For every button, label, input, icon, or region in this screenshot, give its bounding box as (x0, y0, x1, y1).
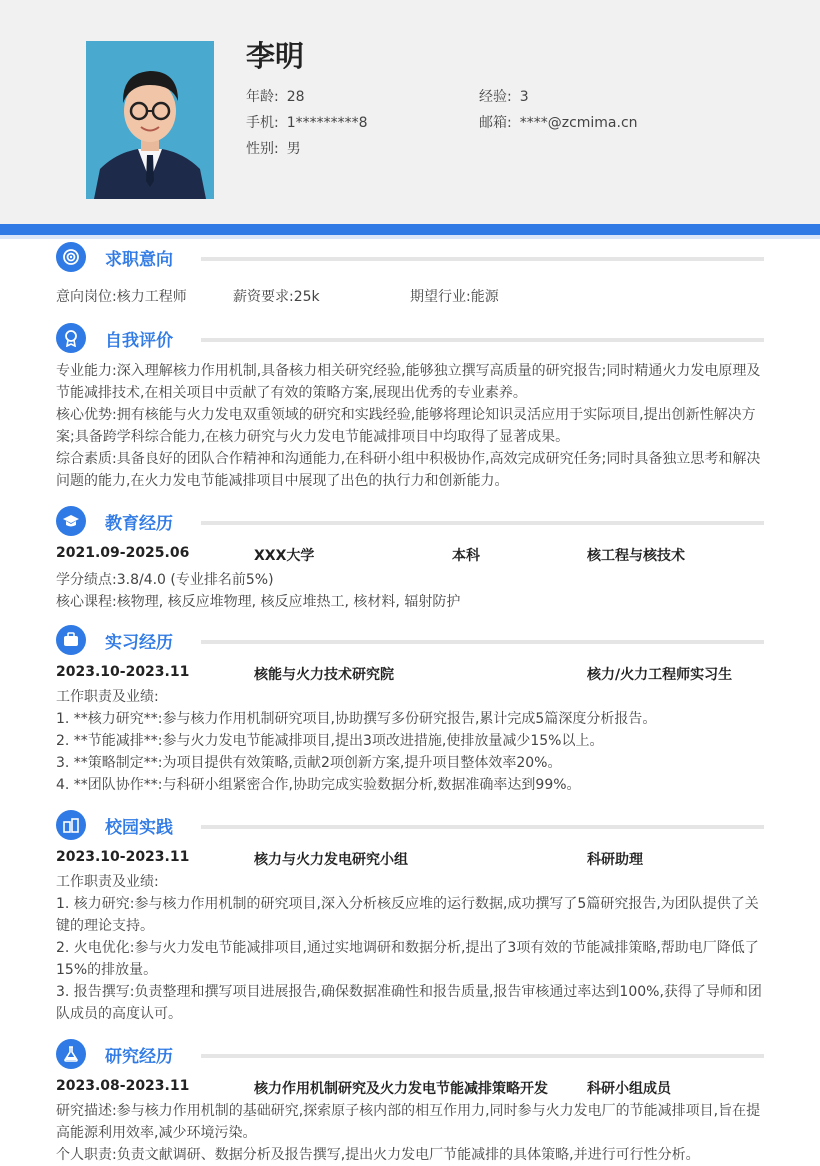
section-title: 自我评价 (105, 331, 173, 351)
education-period: 2021.09-2025.06 (56, 545, 190, 561)
section-title: 求职意向 (105, 250, 173, 270)
email-label: 邮箱: (479, 115, 512, 131)
intent-industry: 期望行业:能源 (410, 289, 499, 305)
campus-line: 1. 核力研究:参与核力作用机制的研究项目,深入分析核反应堆的运行数据,成功撰写了5篇研究报告,为团队提供了关键的理论支持。 (56, 896, 759, 934)
section-header-intent (56, 242, 764, 274)
email-field (479, 112, 638, 132)
age-label: 年龄: (246, 89, 279, 105)
target-icon (56, 242, 86, 272)
education-major: 核工程与核技术 (587, 548, 685, 564)
gender-value: 男 (286, 141, 301, 157)
research-body (56, 1100, 766, 1166)
section-rule (201, 640, 764, 644)
experience-field (479, 86, 529, 106)
campus-line: 工作职责及业绩: (56, 874, 159, 890)
internship-line: 1. **核力研究**:参与核力作用机制研究项目,协助撰写多份研究报告,累计完成5篇深度分析报告。 (56, 711, 657, 727)
education-gpa: 学分绩点:3.8/4.0 (专业排名前5%) (56, 572, 274, 588)
research-project: 核力作用机制研究及火力发电节能减排策略开发 (254, 1081, 548, 1097)
internship-role: 核力/火力工程师实习生 (587, 667, 733, 683)
internship-line: 工作职责及业绩: (56, 689, 159, 705)
intent-salary: 薪资要求:25k (233, 289, 320, 305)
section-rule (201, 338, 764, 342)
resume-header (0, 0, 820, 224)
campus-line: 3. 报告撰写:负责整理和撰写项目进展报告,确保数据准确性和报告质量,报告审核通过率达到100%,获得了导师和团队成员的高度认可。 (56, 984, 762, 1022)
research-period: 2023.08-2023.11 (56, 1078, 190, 1094)
graduation-cap-icon (56, 506, 86, 536)
internship-body (56, 686, 766, 796)
phone-field (246, 112, 368, 132)
section-header-internship (56, 625, 764, 657)
campus-line: 2. 火电优化:参与火力发电节能减排项目,通过实地调研和数据分析,提出了3项有效的节能减排策略,帮助电厂降低了15%的排放量。 (56, 940, 759, 978)
candidate-name: 李明 (246, 39, 305, 73)
self-eval-paragraph: 专业能力:深入理解核力作用机制,具备核力相关研究经验,能够独立撰写高质量的研究报告;同时精通火力发电原理及节能减排技术,在相关项目中贡献了有效的策略方案,展现出优秀的专业素养。 (56, 363, 761, 401)
gender-label: 性别: (246, 141, 279, 157)
section-title: 实习经历 (105, 633, 173, 653)
internship-line: 2. **节能减排**:参与火力发电节能减排项目,提出3项改进措施,使排放量减少15%以上。 (56, 733, 604, 749)
phone-value: 1*********8 (286, 115, 368, 131)
phone-label: 手机: (246, 115, 279, 131)
section-rule (201, 521, 764, 525)
campus-body (56, 871, 766, 1025)
section-header-self-eval (56, 323, 764, 355)
avatar (86, 41, 214, 199)
age-field (246, 86, 305, 106)
education-degree: 本科 (452, 548, 480, 564)
internship-line: 4. **团队协作**:与科研小组紧密合作,协助完成实验数据分析,数据准确率达到99%。 (56, 777, 581, 793)
experience-label: 经验: (479, 89, 512, 105)
badge-icon (56, 323, 86, 353)
email-value: ****@zcmima.cn (519, 115, 638, 131)
self-eval-body (56, 360, 766, 492)
self-eval-paragraph: 综合素质:具备良好的团队合作精神和沟通能力,在科研小组中积极协作,高效完成研究任务;同时具备独立思考和解决问题的能力,在火力发电节能减排项目中展现了出色的执行力和创新能力。 (56, 451, 761, 489)
section-header-campus (56, 810, 764, 842)
research-role: 科研小组成员 (587, 1081, 671, 1097)
internship-org: 核能与火力技术研究院 (254, 667, 394, 683)
flask-icon (56, 1039, 86, 1069)
research-line: 个人职责:负责文献调研、数据分析及报告撰写,提出火力发电厂节能减排的具体策略,并进行可行性分析。 (56, 1147, 700, 1163)
briefcase-icon (56, 625, 86, 655)
research-line: 研究描述:参与核力作用机制的基础研究,探索原子核内部的相互作用力,同时参与火力发电厂的节能减排项目,旨在提高能源利用效率,减少环境污染。 (56, 1103, 761, 1141)
gender-field (246, 138, 301, 158)
internship-line: 3. **策略制定**:为项目提供有效策略,贡献2项创新方案,提升项目整体效率20%。 (56, 755, 562, 771)
header-divider-light (0, 235, 820, 239)
section-title: 校园实践 (105, 818, 173, 838)
campus-period: 2023.10-2023.11 (56, 849, 190, 865)
experience-value: 3 (519, 89, 529, 105)
section-title: 教育经历 (105, 514, 173, 534)
section-header-research (56, 1039, 764, 1071)
campus-org: 核力与火力发电研究小组 (254, 852, 408, 868)
education-school: XXX大学 (254, 548, 315, 564)
portrait-image (86, 41, 214, 199)
section-rule (201, 257, 764, 261)
section-rule (201, 825, 764, 829)
education-courses: 核心课程:核物理, 核反应堆物理, 核反应堆热工, 核材料, 辐射防护 (56, 594, 461, 610)
age-value: 28 (286, 89, 305, 105)
campus-role: 科研助理 (587, 852, 643, 868)
self-eval-paragraph: 核心优势:拥有核能与火力发电双重领域的研究和实践经验,能够将理论知识灵活应用于实际项目,提出创新性解决方案;具备跨学科综合能力,在核力研究与火力发电节能减排项目中均取得了显著成果。 (56, 407, 756, 445)
building-icon (56, 810, 86, 840)
section-rule (201, 1054, 764, 1058)
section-title: 研究经历 (105, 1047, 173, 1067)
header-divider (0, 224, 820, 235)
internship-period: 2023.10-2023.11 (56, 664, 190, 680)
intent-position: 意向岗位:核力工程师 (56, 289, 187, 305)
section-header-education (56, 506, 764, 538)
